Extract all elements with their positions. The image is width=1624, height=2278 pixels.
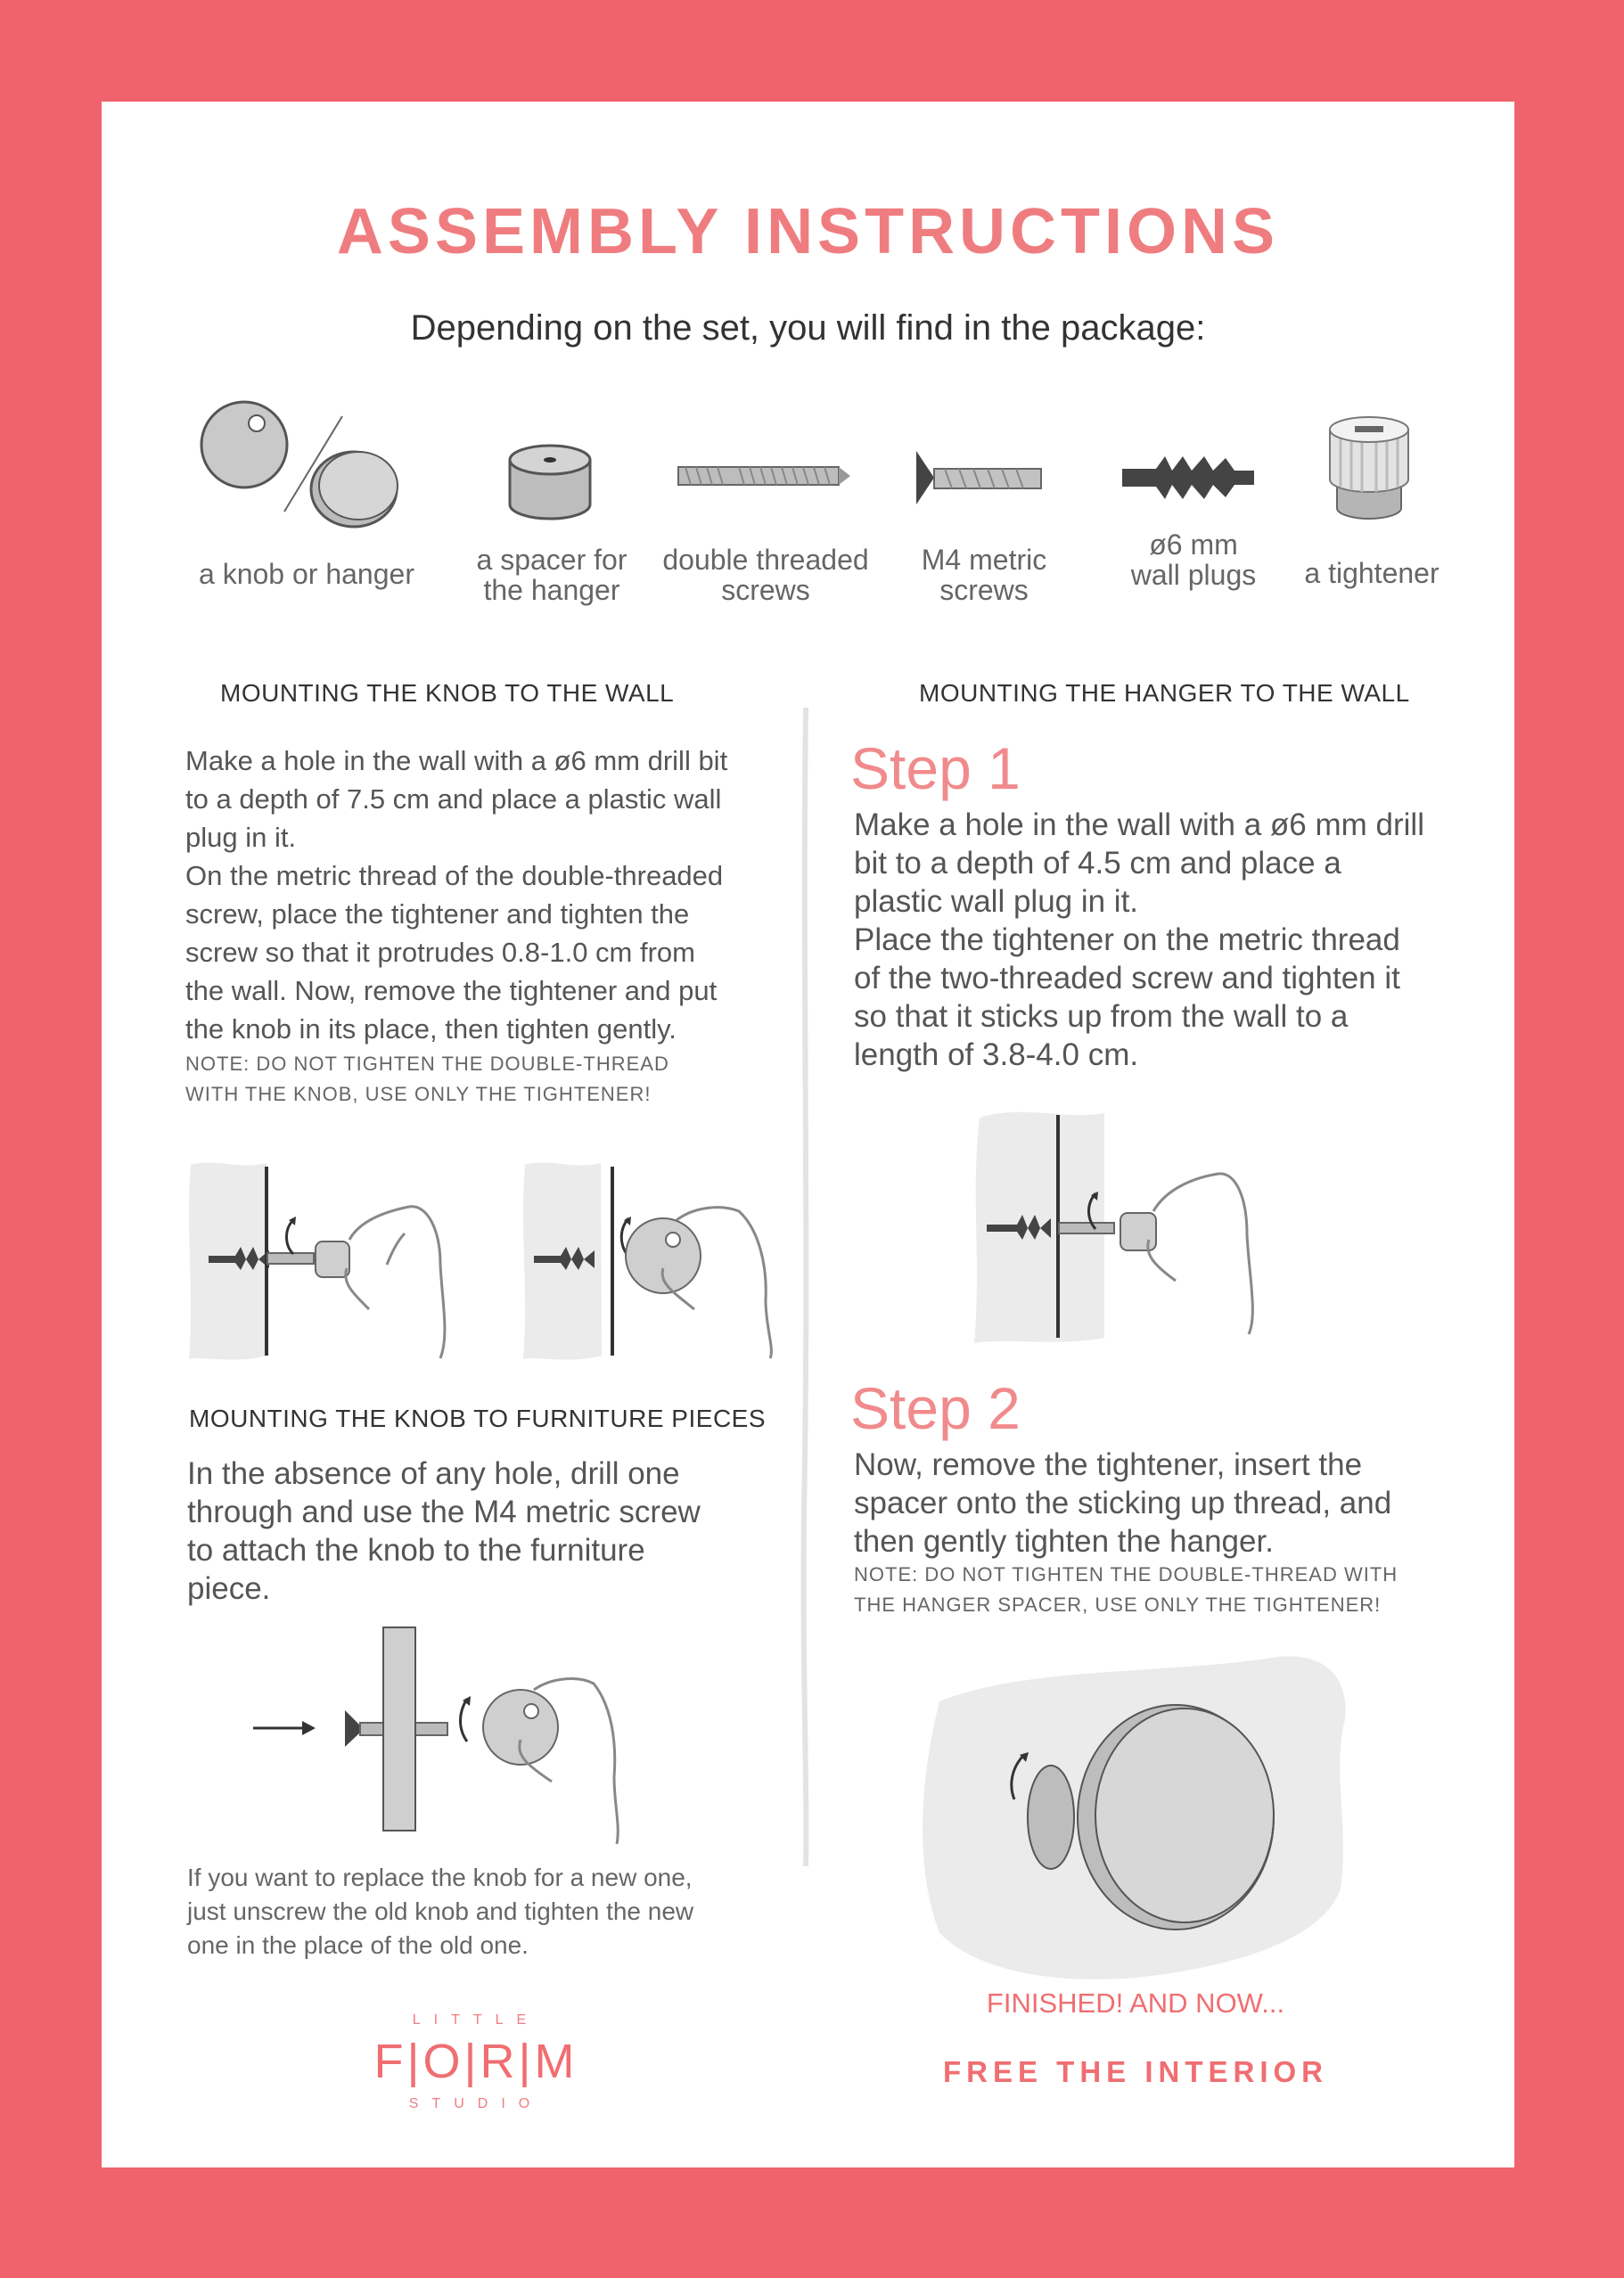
replace-knob-text — [187, 1861, 767, 1963]
slogan-text: FREE THE INTERIOR — [942, 2055, 1329, 2088]
note-line: NOTE: DO NOT TIGHTEN THE DOUBLE-THREAD — [185, 1053, 669, 1075]
instruction-sheet — [102, 102, 1514, 2167]
text-line: Now, remove the tightener, insert the — [854, 1447, 1363, 1482]
wall-plug-icon — [1120, 451, 1263, 504]
part-label-spacer-line2: the hanger — [483, 574, 620, 606]
part-label-spacer — [445, 545, 659, 605]
text-line: through and use the M4 metric screw — [187, 1495, 701, 1529]
text-line: plug in it. — [185, 822, 297, 853]
furniture-knob-illustration — [253, 1626, 663, 1848]
spacer-icon — [503, 440, 601, 529]
text-line: Make a hole in the wall with a ø6 mm drill bit — [185, 745, 728, 776]
step-2-note — [854, 1560, 1398, 1620]
text-line: of the two-threaded screw and tighten it — [854, 961, 1400, 996]
text-line: plastic wall plug in it. — [854, 884, 1139, 919]
logo-bottom-text: STUDIO — [408, 2096, 544, 2111]
text-line: to attach the knob to the furniture — [187, 1533, 645, 1568]
part-label-m4-screw-line1: M4 metric — [921, 544, 1047, 576]
text-line: one in the place of the old one. — [187, 1931, 529, 1959]
part-label-double-screw-line1: double threaded — [662, 544, 869, 576]
part-label-wall-plug-line2: wall plugs — [1130, 559, 1257, 591]
part-label-m4-screw — [886, 545, 1082, 605]
wall-knob-illustration — [516, 1158, 783, 1363]
column-divider — [797, 708, 815, 1866]
knob-wall-heading: MOUNTING THE KNOB TO THE WALL — [220, 679, 675, 707]
brand-logo: F|O|R|M — [373, 2035, 578, 2088]
part-label-double-screw — [645, 545, 886, 605]
text-line: In the absence of any hole, drill one — [187, 1456, 680, 1491]
text-line: spacer onto the sticking up thread, and — [854, 1486, 1392, 1520]
text-line: length of 3.8-4.0 cm. — [854, 1037, 1139, 1072]
part-label-wall-plug — [1091, 529, 1296, 590]
hanger-finished-illustration — [904, 1648, 1367, 1987]
knob-hanger-icon — [191, 400, 422, 525]
text-line: then gently tighten the hanger. — [854, 1524, 1274, 1559]
note-line: NOTE: DO NOT TIGHTEN THE DOUBLE-THREAD WITH — [854, 1563, 1398, 1586]
part-label-tightener: a tightener — [1304, 557, 1439, 589]
text-line: the wall. Now, remove the tightener and put — [185, 975, 718, 1006]
knob-wall-note — [185, 1049, 669, 1110]
text-line: If you want to replace the knob for a new one, — [187, 1864, 693, 1891]
finished-text: FINISHED! AND NOW... — [986, 1987, 1285, 2019]
text-line: the knob in its place, then tighten gently. — [185, 1013, 677, 1045]
logo-top-text: LITTLE — [412, 2012, 540, 2028]
wall-tightener-illustration — [182, 1158, 485, 1363]
hanger-wall-heading: MOUNTING THE HANGER TO THE WALL — [919, 679, 1410, 707]
text-line: just unscrew the old knob and tighten the new — [187, 1897, 694, 1925]
step-1-title: Step 1 — [850, 735, 1021, 801]
text-line: screw so that it protrudes 0.8-1.0 cm from — [185, 937, 695, 968]
hanger-step1-illustration — [962, 1104, 1274, 1354]
part-label-wall-plug-line1: ø6 mm — [1149, 529, 1238, 561]
text-line: Place the tightener on the metric thread — [854, 922, 1400, 957]
text-line: On the metric thread of the double-threaded — [185, 860, 724, 891]
note-line: THE HANGER SPACER, USE ONLY THE TIGHTENER! — [854, 1594, 1382, 1616]
knob-furniture-text — [187, 1454, 758, 1608]
text-line: piece. — [187, 1571, 271, 1606]
double-threaded-screw-icon — [677, 460, 855, 496]
text-line: bit to a depth of 4.5 cm and place a — [854, 846, 1341, 881]
m4-screw-icon — [915, 449, 1057, 512]
knob-furniture-heading: MOUNTING THE KNOB TO FURNITURE PIECES — [189, 1405, 767, 1432]
part-label-spacer-line1: a spacer for — [476, 544, 627, 576]
page-title: ASSEMBLY INSTRUCTIONS — [336, 196, 1280, 267]
step-2-title: Step 2 — [850, 1375, 1021, 1441]
package-subtitle: Depending on the set, you will find in the package: — [410, 308, 1206, 348]
part-label-knob: a knob or hanger — [199, 558, 414, 590]
text-line: to a depth of 7.5 cm and place a plastic wall — [185, 783, 722, 815]
step-1-text — [854, 806, 1487, 1074]
knob-wall-text — [185, 742, 774, 1048]
tightener-icon — [1325, 410, 1414, 526]
part-label-m4-screw-line2: screws — [939, 574, 1029, 606]
part-label-double-screw-line2: screws — [721, 574, 810, 606]
note-line: WITH THE KNOB, USE ONLY THE TIGHTENER! — [185, 1083, 652, 1105]
step-2-text — [854, 1446, 1487, 1561]
text-line: so that it sticks up from the wall to a — [854, 999, 1349, 1034]
text-line: screw, place the tightener and tighten the — [185, 898, 690, 930]
text-line: Make a hole in the wall with a ø6 mm drill — [854, 807, 1424, 842]
